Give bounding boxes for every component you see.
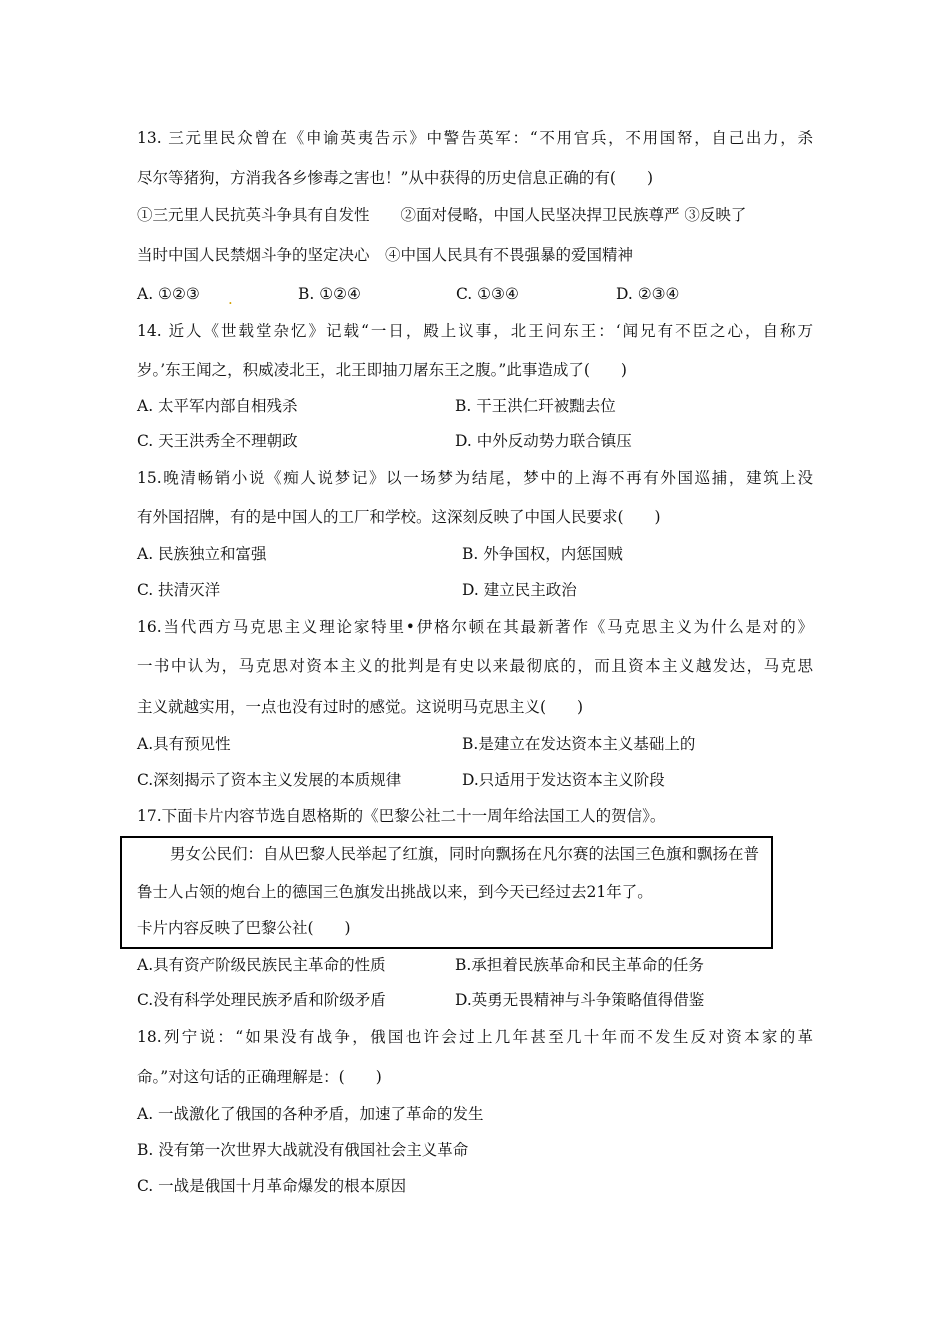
q13-statements-line1: ①三元里人民抗英斗争具有自发性 ②面对侵略，中国人民坚决捍卫民族尊严 ③反映了 bbox=[137, 206, 747, 224]
q18-option-a: A. 一战激化了俄国的各种矛盾，加速了革命的发生 bbox=[137, 1105, 484, 1123]
q17-card-question: 卡片内容反映了巴黎公社( ) bbox=[137, 919, 351, 937]
q13-statements-line2: 当时中国人民禁烟斗争的坚定决心 ④中国人民具有不畏强暴的爱国精神 bbox=[137, 246, 634, 264]
q18-option-c: C. 一战是俄国十月革命爆发的根本原因 bbox=[137, 1177, 407, 1195]
q17-option-c: C.没有科学处理民族矛盾和阶级矛盾 bbox=[137, 991, 386, 1009]
q16-stem-line2: 一书中认为，马克思对资本主义的批判是有史以来最彻底的，而且资本主义越发达，马克思 bbox=[137, 657, 813, 675]
q15-stem-line2: 有外国招牌，有的是中国人的工厂和学校。这深刻反映了中国人民要求( ) bbox=[137, 508, 661, 526]
q14-option-d: D. 中外反动势力联合镇压 bbox=[455, 432, 632, 450]
q18-option-b: B. 没有第一次世界大战就没有俄国社会主义革命 bbox=[137, 1141, 469, 1159]
q16-option-a: A.具有预见性 bbox=[137, 735, 231, 753]
q15-option-d: D. 建立民主政治 bbox=[462, 581, 577, 599]
q15-stem-line1: 15.晚清畅销小说《痴人说梦记》以一场梦为结尾，梦中的上海不再有外国巡捕，建筑上没 bbox=[137, 469, 813, 487]
q16-option-d: D.只适用于发达资本主义阶段 bbox=[462, 771, 665, 789]
q14-option-b: B. 干王洪仁玕被黜去位 bbox=[455, 397, 616, 415]
q14-stem-line1: 14. 近人《世载堂杂忆》记载“一日，殿上议事，北王问东王：‘闻兄有不臣之心，自称万 bbox=[137, 322, 813, 340]
q16-option-b: B.是建立在发达资本主义基础上的 bbox=[462, 735, 696, 753]
q15-option-a: A. 民族独立和富强 bbox=[137, 545, 267, 563]
q13-option-c: C. ①③④ bbox=[456, 285, 519, 303]
q13-mark: . bbox=[228, 290, 233, 308]
q18-stem-line1: 18.列宁说：“如果没有战争，俄国也许会过上几年甚至几十年而不发生反对资本家的革 bbox=[137, 1028, 813, 1046]
q16-stem-line3: 主义就越实用，一点也没有过时的感觉。这说明马克思主义( ) bbox=[137, 698, 584, 716]
q15-option-b: B. 外争国权，内惩国贼 bbox=[462, 545, 623, 563]
q13-option-a: A. ①②③ bbox=[137, 285, 200, 303]
q17-card-line2: 鲁士人占领的炮台上的德国三色旗发出挑战以来，到今天已经过去21年了。 bbox=[137, 883, 653, 901]
q14-stem-line2: 岁。’东王闻之，积威凌北王，北王即抽刀屠东王之腹。”此事造成了( ) bbox=[137, 361, 627, 379]
q17-option-d: D.英勇无畏精神与斗争策略值得借鉴 bbox=[455, 991, 705, 1009]
q14-option-c: C. 天王洪秀全不理朝政 bbox=[137, 432, 298, 450]
q13-stem-line2: 尽尔等猪狗，方消我各乡惨毒之害也！”从中获得的历史信息正确的有( ) bbox=[137, 169, 654, 187]
q17-card-line1: 男女公民们：自从巴黎人民举起了红旗，同时向飘扬在凡尔赛的法国三色旗和飘扬在普 bbox=[170, 845, 760, 863]
q17-option-b: B.承担着民族革命和民主革命的任务 bbox=[455, 956, 704, 974]
q17-option-a: A.具有资产阶级民族民主革命的性质 bbox=[137, 956, 386, 974]
q13-option-b: B. ①②④ bbox=[298, 285, 361, 303]
q13-option-d: D. ②③④ bbox=[616, 285, 680, 303]
q16-option-c: C.深刻揭示了资本主义发展的本质规律 bbox=[137, 771, 402, 789]
q16-stem-line1: 16.当代西方马克思主义理论家特里•伊格尔顿在其最新著作《马克思主义为什么是对的》 bbox=[137, 618, 813, 636]
q13-stem-line1: 13. 三元里民众曾在《申谕英夷告示》中警告英军：“不用官兵，不用国帑，自己出力，杀 bbox=[137, 129, 813, 147]
q17-intro: 17.下面卡片内容节选自恩格斯的《巴黎公社二十一周年给法国工人的贺信》。 bbox=[137, 807, 666, 825]
q15-option-c: C. 扶清灭洋 bbox=[137, 581, 221, 599]
q14-option-a: A. 太平军内部自相残杀 bbox=[137, 397, 298, 415]
q18-stem-line2: 命。”对这句话的正确理解是：( ) bbox=[137, 1068, 382, 1086]
